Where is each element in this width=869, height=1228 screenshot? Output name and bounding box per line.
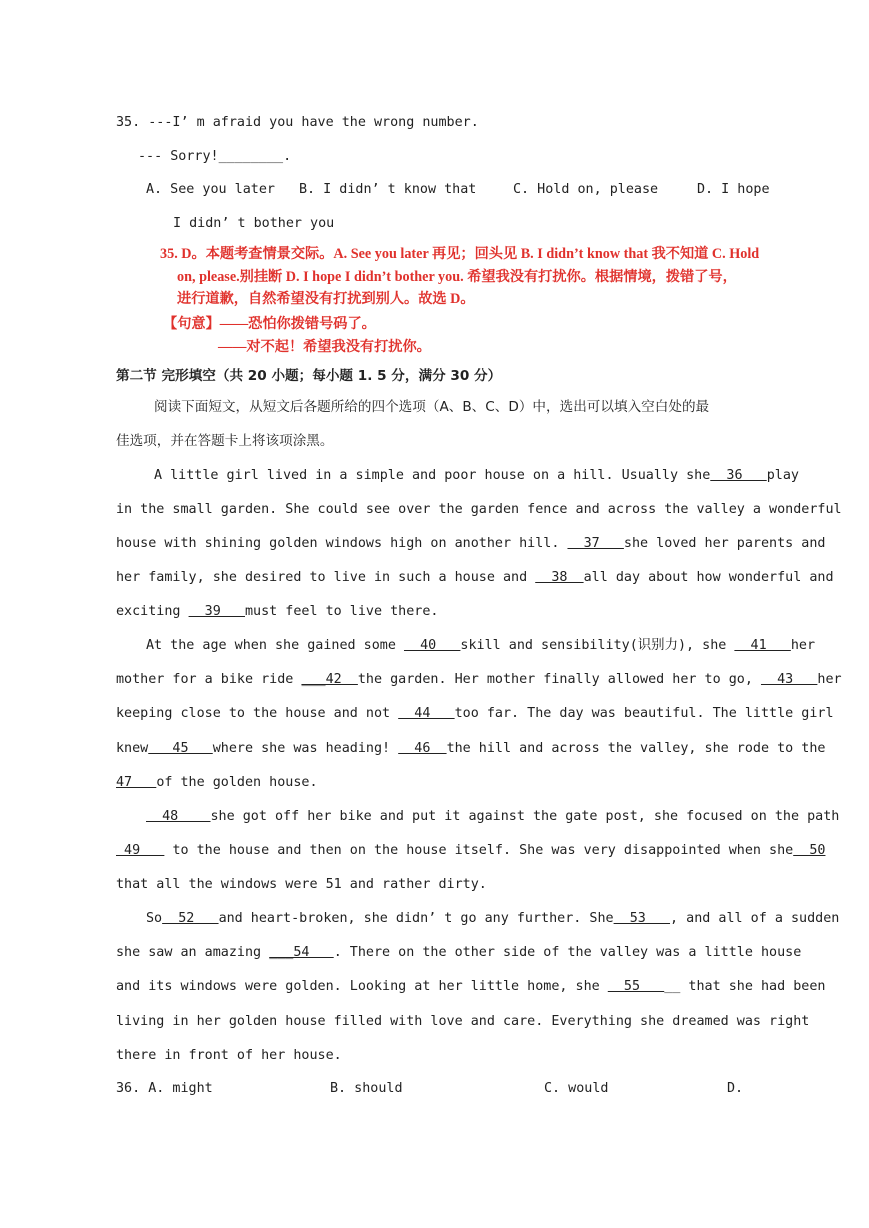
section-title: 第二节 完形填空（共 20 小题；每小题 1. 5 分，满分 30 分） — [116, 368, 502, 384]
passage-line-7: mother for a bike ride ___42 the garden. Her mother finally allowed her to go, 43 her — [116, 672, 842, 687]
blank-47: 47 — [116, 775, 157, 790]
blank-54: ___54 — [269, 945, 334, 960]
explanation-line-1: 35. D。本题考查情景交际。A. See you later 再见；回头见 B. I didn’t know that 我不知道 C. Hold — [160, 246, 760, 262]
meaning-line-1: ——恐怕你拨错号码了。 — [219, 316, 376, 332]
passage-line-4: her family, she desired to live in such a house and 38 all day about how wonderful and — [116, 570, 834, 585]
passage-line-17: living in her golden house filled with love and care. Everything she dreamed was right — [116, 1014, 810, 1029]
blank-48: 48 — [146, 809, 211, 824]
passage-line-2: in the small garden. She could see over the garden fence and across the valley a wonderful — [116, 502, 842, 517]
q35-explanation — [160, 243, 770, 311]
q35-option-d-cont: I didn’ t bother you — [173, 216, 335, 231]
passage-line-3: house with shining golden windows high on another hill. 37 she loved her parents and — [116, 536, 826, 551]
passage-line-5: exciting 39 must feel to live there. — [116, 604, 439, 619]
meaning-line-2: ——对不起！希望我没有打扰你。 — [218, 338, 431, 355]
q35-option-c: C. Hold on, please — [513, 182, 659, 197]
blank-53: 53 — [613, 911, 671, 926]
passage-line-8: keeping close to the house and not 44 too far. The day was beautiful. The little girl — [116, 706, 834, 721]
q35-reply-blank: ________. — [218, 149, 292, 164]
section-instruction-1: 阅读下面短文，从短文后各题所给的四个选项（A、B、C、D）中，选出可以填入空白处的最 — [154, 399, 710, 415]
blank-37: 37 — [567, 536, 624, 551]
blank-55: 55 — [607, 979, 665, 994]
blank-36: 36 — [710, 468, 767, 483]
blank-52: 52 — [162, 911, 219, 926]
passage-line-12: 49 to the house and then on the house itself. She was very disappointed when she 50 — [116, 843, 826, 858]
passage-line-9: knew 45 where she was heading! 46 the hill and across the valley, she rode to the — [116, 741, 826, 756]
meaning-label: 【句意】 — [163, 316, 220, 332]
passage-line-10: 47 of the golden house. — [116, 775, 318, 790]
explanation-line-3: 进行道歉，自然希望没有打扰到别人。故选 D。 — [177, 291, 475, 307]
q35-reply — [138, 148, 291, 166]
q35-reply-prefix: --- Sorry! — [138, 149, 219, 164]
q35-option-b: B. I didn’ t know that — [299, 182, 477, 197]
passage-line-16: and its windows were golden. Looking at her little home, she 55 __ that she had been — [116, 979, 826, 994]
q35-option-a: A. See you later — [146, 182, 275, 197]
blank-44: 44 — [398, 706, 455, 721]
passage-line-15: she saw an amazing ___54 . There on the other side of the valley was a little house — [116, 945, 802, 960]
blank-41: 41 — [734, 638, 791, 653]
blank-40: 40 — [403, 638, 461, 653]
passage-line-1: A little girl lived in a simple and poor house on a hill. Usually she 36 play — [154, 468, 799, 483]
q36-option-c: C. would — [544, 1081, 609, 1096]
q36-option-d: D. — [727, 1081, 744, 1096]
q35-stem: 35. ---I’ m afraid you have the wrong number. — [116, 115, 479, 130]
blank-38: 38 — [535, 570, 584, 585]
blank-39: 39 — [188, 604, 245, 619]
blank-43: 43 — [760, 672, 818, 687]
q36-option-a: 36. A. might — [116, 1081, 213, 1096]
blank-42: ___42 — [301, 672, 358, 687]
blank-49: 49 — [116, 843, 165, 858]
explanation-line-2: on, please.别挂断 D. I hope I didn’t bother you. 希望我没有打扰你。根据情境，拨错了号， — [177, 268, 737, 285]
passage-line-18: there in front of her house. — [116, 1048, 342, 1063]
passage-line-13: that all the windows were 51 and rather dirty. — [116, 877, 487, 892]
sentence-meaning — [163, 313, 773, 358]
passage-line-14: So 52 and heart-broken, she didn’ t go any further. She 53 , and all of a sudden — [146, 911, 840, 926]
blank-50: 50 — [793, 843, 826, 858]
q35-option-d: D. I hope — [697, 182, 770, 197]
blank-46: 46 — [398, 741, 447, 756]
passage-line-6: At the age when she gained some 40 skill and sensibility(识别力), she 41 her — [146, 638, 816, 653]
q36-option-b: B. should — [330, 1081, 403, 1096]
section-instruction-2: 佳选项，并在答题卡上将该项涂黑。 — [116, 433, 334, 449]
blank-45: 45 — [148, 741, 213, 756]
passage-line-11: 48 she got off her bike and put it against the gate post, she focused on the path — [146, 809, 840, 824]
